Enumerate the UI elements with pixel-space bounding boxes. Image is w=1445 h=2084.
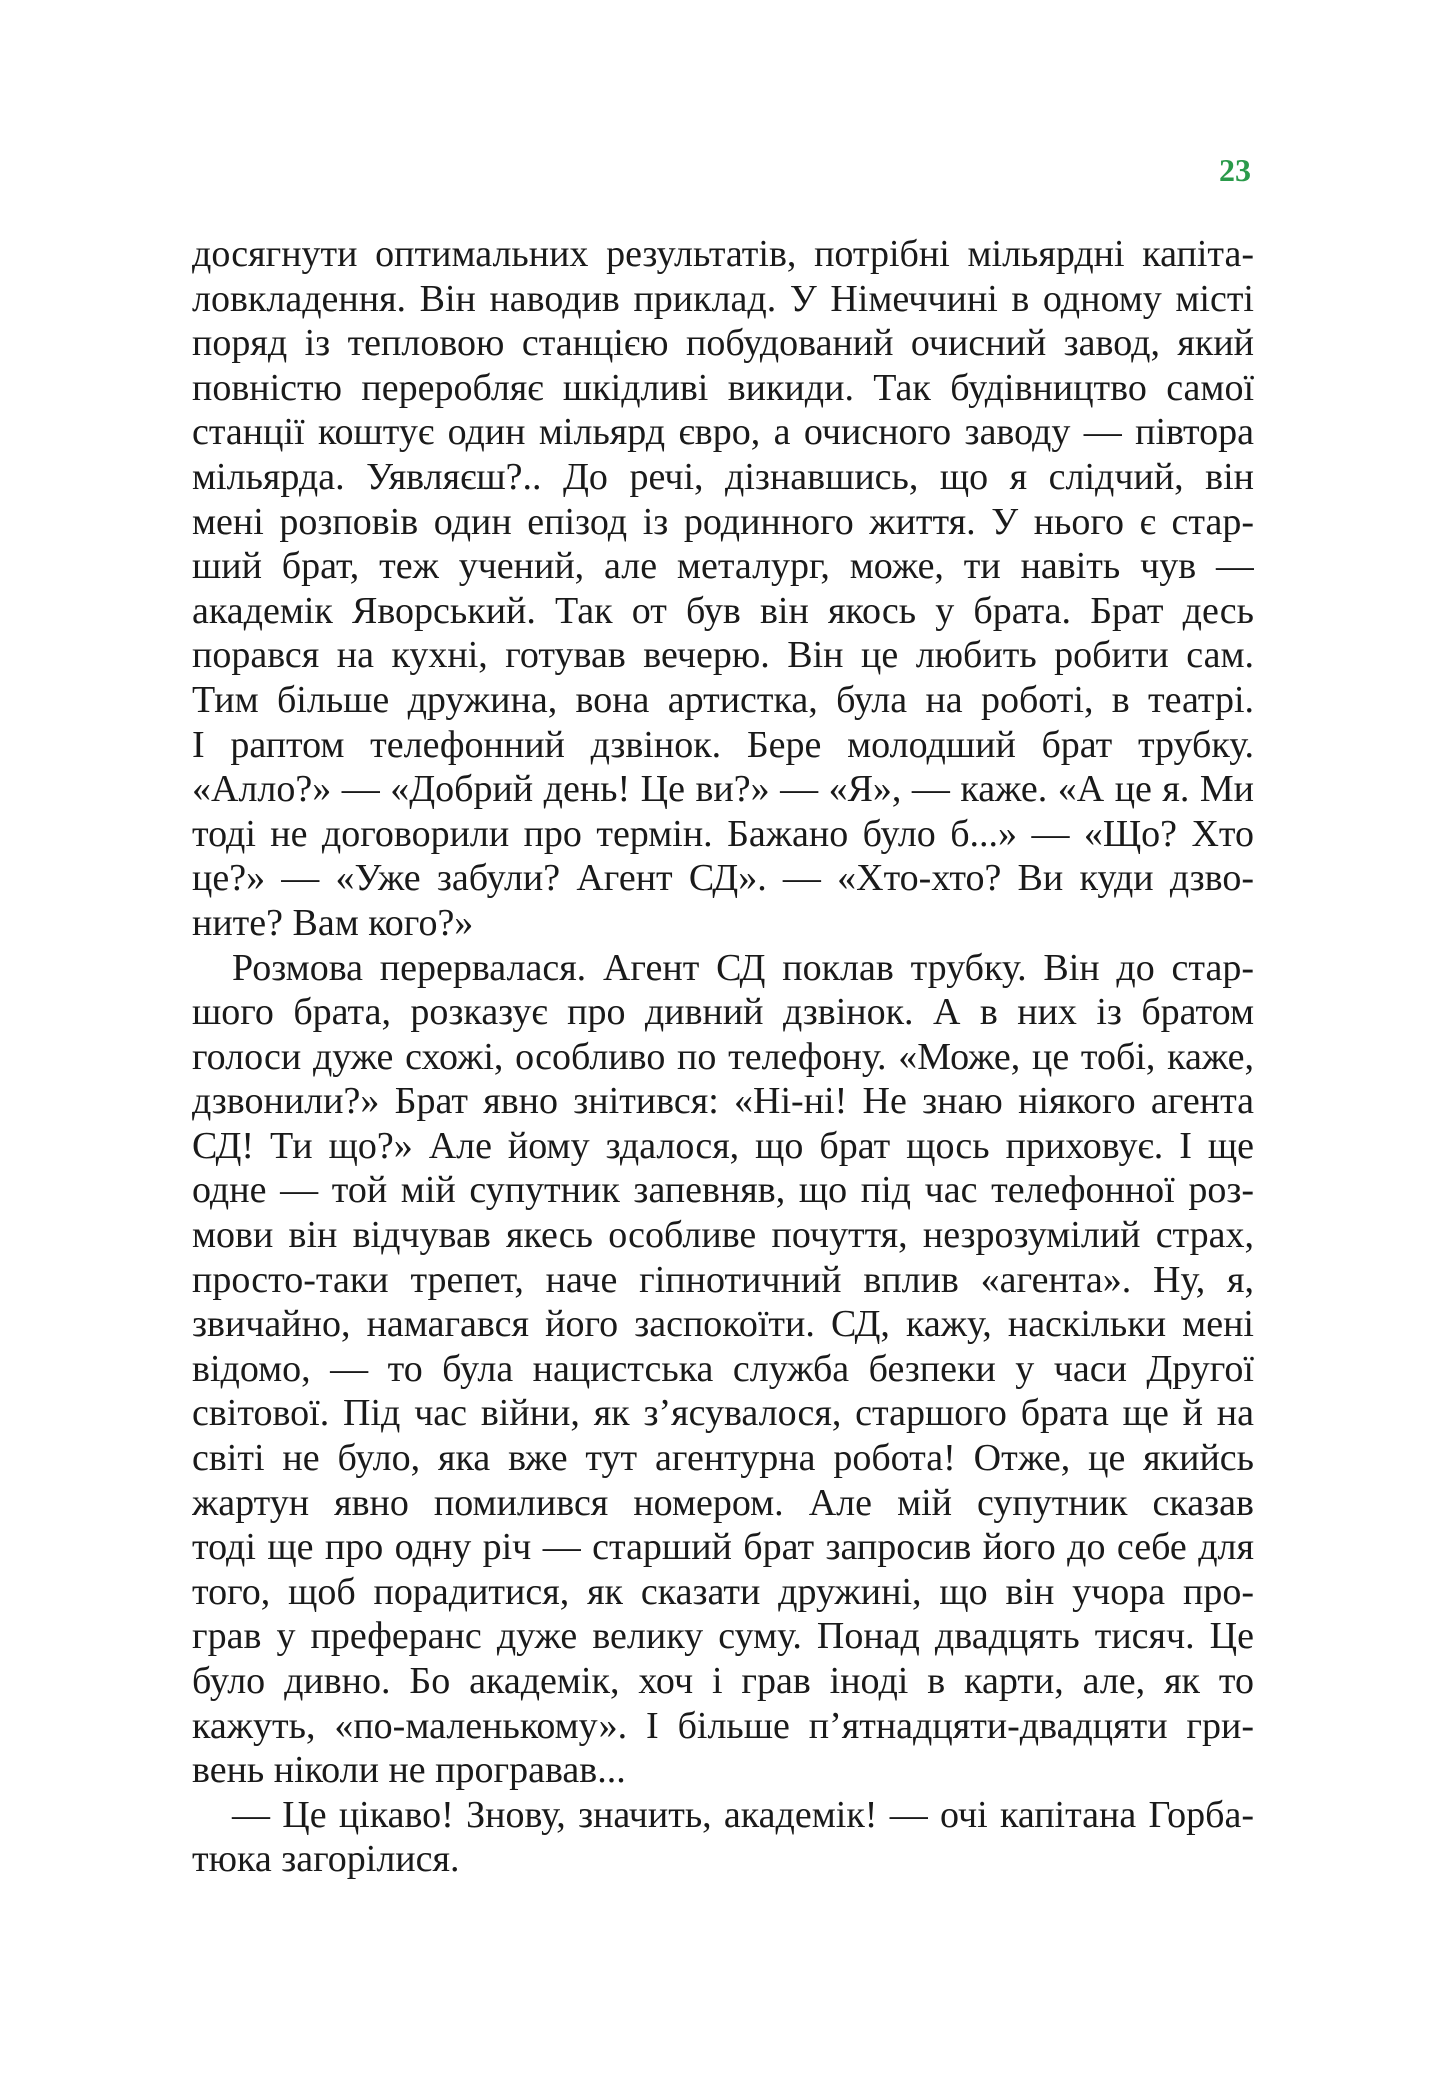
text-line: поряд із тепловою станцією побудований очисний завод, який xyxy=(192,322,1254,365)
text-line: станції коштує один мільярд євро, а очисного заводу — півтора xyxy=(192,411,1254,454)
text-line: тоді не договорили про термін. Бажано було б...» — «Що? Хто xyxy=(192,812,1254,855)
text-line: мільярда. Уявляєш?.. До речі, дізнавшись, що я слідчий, він xyxy=(192,455,1254,498)
body-text xyxy=(192,232,1254,1882)
text-line: мені розповів один епізод із родинного життя. У нього є стар- xyxy=(192,500,1254,543)
text-line: грав у преферанс дуже велику суму. Понад двадцять тисяч. Це xyxy=(192,1615,1254,1658)
text-line: ший брат, теж учений, але металург, може, ти навіть чув — xyxy=(192,545,1254,588)
text-line: вень ніколи не програвав... xyxy=(192,1749,626,1792)
text-line: ните? Вам кого?» xyxy=(192,901,474,944)
text-line: просто-таки трепет, наче гіпнотичний вплив «агента». Ну, я, xyxy=(192,1258,1254,1301)
text-line: академік Яворський. Так от був він якось у брата. Брат десь xyxy=(192,589,1254,632)
text-line: кажуть, «по-маленькому». І більше п’ятнадцяти-двадцяти гри- xyxy=(192,1704,1254,1747)
text-line: мови він відчував якесь особливе почуття, незрозумілий страх, xyxy=(192,1214,1254,1257)
text-line: жартун явно помилився номером. Але мій супутник сказав xyxy=(192,1481,1254,1524)
text-line: І раптом телефонний дзвінок. Бере молодший брат трубку. xyxy=(192,723,1254,766)
text-line: це?» — «Уже забули? Агент СД». — «Хто-хто? Ви куди дзво- xyxy=(192,857,1254,900)
text-line: було дивно. Бо академік, хоч і грав іноді в карти, але, як то xyxy=(192,1660,1254,1702)
page-number: 23 xyxy=(1219,152,1251,188)
text-line: досягнути оптимальних результатів, потрібні мільярдні капіта- xyxy=(192,233,1254,275)
text-line: звичайно, намагався його заспокоїти. СД, кажу, наскільки мені xyxy=(192,1303,1254,1346)
text-line: одне — той мій супутник запевняв, що під час телефонної роз- xyxy=(192,1169,1254,1212)
text-line: «Алло?» — «Добрий день! Це ви?» — «Я», — каже. «А це я. Ми xyxy=(192,768,1254,811)
text-line: тюка загорілися. xyxy=(192,1838,460,1881)
text-line: порався на кухні, готував вечерю. Він це любить робити сам. xyxy=(192,634,1254,677)
text-line: Тим більше дружина, вона артистка, була на роботі, в театрі. xyxy=(192,678,1254,721)
text-line: того, щоб порадитися, як сказати дружині, що він учора про- xyxy=(192,1570,1254,1613)
text-line: відомо, — то була нацистська служба безпеки у часи Другої xyxy=(192,1347,1254,1390)
text-line: тоді ще про одну річ — старший брат запросив його до себе для xyxy=(192,1526,1254,1569)
text-line: голоси дуже схожі, особливо по телефону. «Може, це тобі, каже, xyxy=(192,1035,1254,1078)
text-line: ловкладення. Він наводив приклад. У Німеччині в одному місті xyxy=(192,277,1254,320)
text-line: світової. Під час війни, як з’ясувалося, старшого брата ще й на xyxy=(192,1392,1254,1435)
text-line: СД! Ти що?» Але йому здалося, що брат щось приховує. І ще xyxy=(192,1124,1254,1167)
text-line: повністю переробляє шкідливі викиди. Так будівництво самої xyxy=(192,366,1254,409)
text-line: — Це цікаво! Знову, значить, академік! — очі капітана Горба- xyxy=(232,1793,1254,1836)
text-line: дзвонили?» Брат явно знітився: «Ні-ні! Не знаю ніякого агента xyxy=(192,1080,1254,1123)
text-line: Розмова перервалася. Агент СД поклав трубку. Він до стар- xyxy=(232,946,1254,989)
text-line: світі не було, яка вже тут агентурна робота! Отже, це якийсь xyxy=(192,1437,1254,1480)
text-line: шого брата, розказує про дивний дзвінок. А в них із братом xyxy=(192,991,1254,1034)
